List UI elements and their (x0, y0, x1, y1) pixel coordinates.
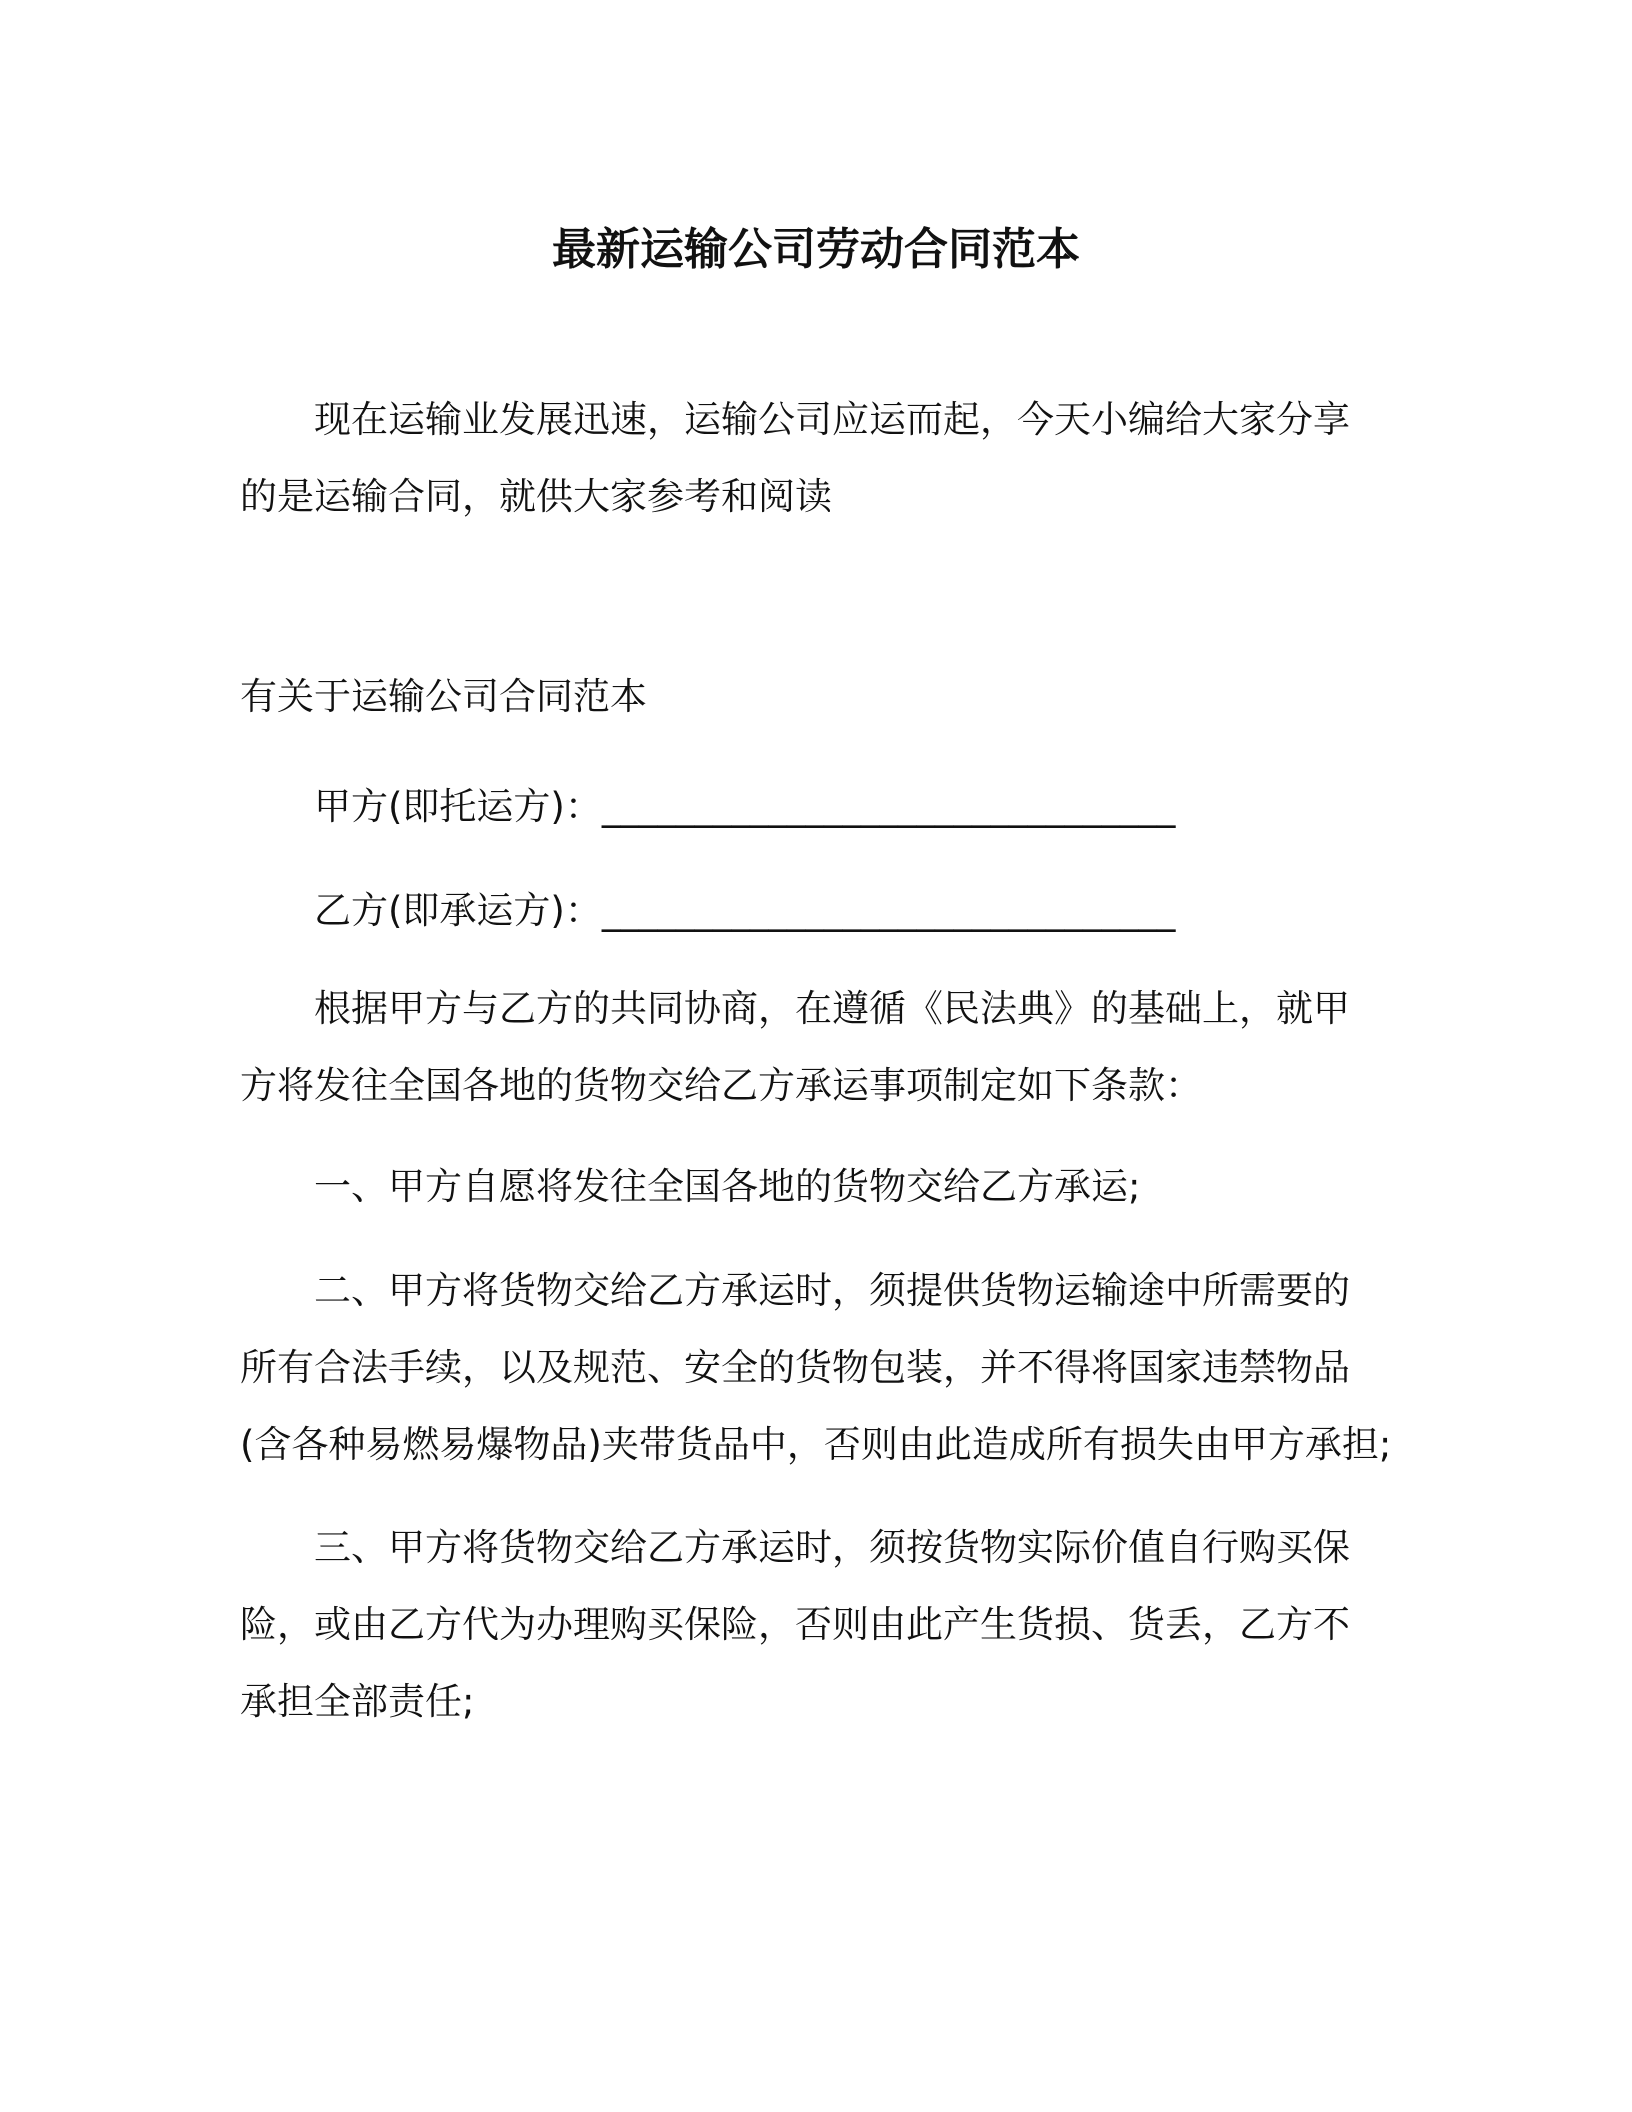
text-line: 现在运输业发展迅速，运输公司应运而起，今天小编给大家分享 (314, 398, 1350, 441)
preamble-paragraph (240, 970, 1440, 1124)
party-a-field (240, 768, 1440, 845)
text-line: 承担全部责任; (240, 1680, 475, 1723)
section-heading (240, 658, 1440, 735)
intro-paragraph (240, 381, 1440, 535)
text-line: 二、甲方将货物交给乙方承运时，须提供货物运输途中所需要的 (314, 1269, 1350, 1312)
text-line: (含各种易燃易爆物品)夹带货品中，否则由此造成所有损失由甲方承担; (240, 1423, 1392, 1466)
text-line: 所有合法手续，以及规范、安全的货物包装，并不得将国家违禁物品 (240, 1346, 1350, 1389)
clause-2 (240, 1252, 1440, 1483)
document-title: 最新运输公司劳动合同范本 (552, 224, 1080, 275)
text-line: 甲方(即托运方)：_______________________________ (314, 785, 1176, 828)
text-line: 根据甲方与乙方的共同协商，在遵循《民法典》的基础上，就甲 (314, 987, 1350, 1030)
clause-3 (240, 1509, 1440, 1740)
party-b-field (240, 872, 1440, 949)
text-line: 险，或由乙方代为办理购买保险，否则由此产生货损、货丢，乙方不 (240, 1603, 1350, 1646)
text-line: 有关于运输公司合同范本 (240, 675, 647, 718)
clause-1 (240, 1148, 1440, 1225)
text-line: 一、甲方自愿将发往全国各地的货物交给乙方承运; (314, 1165, 1141, 1208)
text-line: 方将发往全国各地的货物交给乙方承运事项制定如下条款： (240, 1064, 1202, 1107)
text-line: 的是运输合同，就供大家参考和阅读 (240, 475, 832, 518)
text-line: 乙方(即承运方)：_______________________________ (314, 889, 1176, 932)
text-line: 三、甲方将货物交给乙方承运时，须按货物实际价值自行购买保 (314, 1526, 1350, 1569)
